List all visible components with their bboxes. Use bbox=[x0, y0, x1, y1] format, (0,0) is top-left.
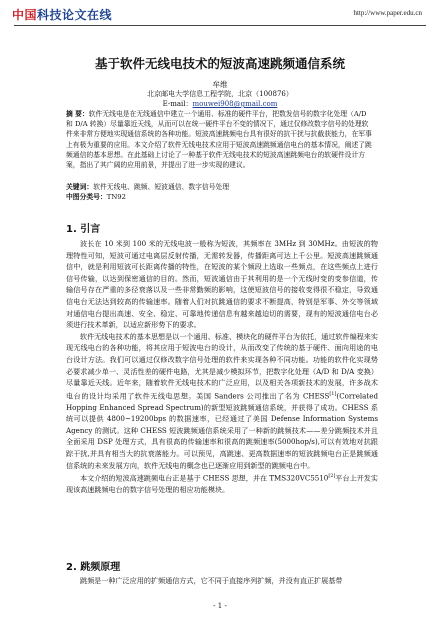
citation-1[interactable]: [1] bbox=[329, 390, 337, 397]
abstract-label: 摘 要： bbox=[66, 110, 89, 118]
abstract-text: 软件无线电是在无线通信中建立一个通用、标准的硬件平台，把数发信号的数字化处理（A/D 和 D/A 转换）尽量靠近天线，从而可以在统一硬件平台不变的情况下，通过仅修改数字信号的处理软件来非常方便地实现通信系统的各种功能。短波高速跳频电台具有很好的抗干扰与抗截获能力，在军事上有极为重要的应用。本文介绍了软件无线电技术应用于短波高速跳频通信电台的基本情况，阐述了跳频通信的基本思想。在此基础上讨论了一种基于软件无线电技术的短波高速跳频电台的软硬件设计方案，指出了其广阔的应用前景，并提出了进一步实现的建议。 bbox=[66, 110, 372, 170]
para-2-text: 软件无线电技术的基本思想是以一个通用、标准、模块化的硬件平台为依托，通过软件编程来实现无线电台的各种功能，将其应用于短波电台的设计，从而改变了传统的基于硬件、面向用途的电台设计方法。我们可以通过仅修改数字信号处理的软件来实现各种不同功能。功能的软件化实现势必要求减少单一、灵活性差的硬件电路，尤其是减少模拟环节，把数字化处理（A/D 和 D/A 变换）尽量靠近天线。近年来，随着软件无线电技术的广泛应用，以及相关各项新技术的发展，许多战术电台的设计均采用了软件无线电思想。美国 Sanders 公司推出了名为 CHESS bbox=[66, 331, 378, 401]
section-1-heading: 1. 引言 bbox=[66, 224, 101, 235]
classification-number bbox=[66, 192, 374, 202]
author-affiliation: 北京邮电大学信息工程学院，北京（100876） bbox=[147, 90, 293, 98]
section-1-para-1: 波长在 10 米到 100 米的无线电波一般称为短波，其频率在 3MHz 到 30MHz。由短波的物理特性可知，短波可通过电离层反射传播，无需转发器，传播距离可达上千公里。短波高速跳频通信中，就是利用短波可长距离传播的特性，在短波的某个频段上选取一些频点，在这些频点上进行信号传输，以达到保密通信的目的。然而，短波通信由于其利用的是一个无线时变的变参信道，传输信号存在严重的多径衰落以及一些非常勤频的影响，这使短波信号的接收变得很不稳定，导致通信电台无法达到较高的传输速率。随着人们对抗跳通信的要求不断提高，特别是军事、外交等领域对通信电台提出高速、安全、稳定、可靠地传递信息有越来越迫切的需要，现有的短波通信电台必须进行技术革新，以适应新形势下的要求。 bbox=[66, 239, 378, 330]
keywords-text: 软件无线电、跳频、短波通信、数字信号处理 bbox=[93, 183, 230, 191]
clc-label: 中图分类号： bbox=[66, 193, 107, 201]
email-link[interactable]: mouwei908@gmail.com bbox=[192, 100, 278, 108]
author-email bbox=[0, 99, 440, 109]
para-3-text: 本文介绍的短波高速跳频电台正是基于 CHESS 思想，并在 TMS320VC5510 bbox=[80, 473, 329, 483]
section-1-para-3 bbox=[66, 471, 378, 496]
header-rule bbox=[14, 25, 426, 26]
para-3-cont: 平台上开发实现该高速跳频电台的数字信号处理的相应功能模块。 bbox=[66, 473, 378, 495]
clc-text: TN92 bbox=[106, 193, 126, 201]
site-url[interactable]: http://www.paper.edu.cn bbox=[353, 9, 422, 17]
logo-text-sci-paper: 科技论文在线 bbox=[37, 8, 113, 22]
paper-title: 基于软件无线电技术的短波高速跳频通信系统 bbox=[94, 56, 345, 71]
section-2-body bbox=[66, 575, 378, 587]
para-2-cont: (Correlated Hopping Enhanced Spread Spectrum)的新型短波跳频通信系统，并获得了成功。CHESS 系统可以提供 4800~19200bps 的数据速率，已经通过了美国 Defense Information Systems Agency 的测试。这种 CHESS 短波跳频通信系统采用了一种新的跳频技术——差分跳频技术并且全面采用 DSP 处理方式，具有很高的传输速率和很高的跳频速率(5000hop/s),可以有效地对抗跟踪干扰,并具有相当大的抗衰落能力。可以预见，高跳速、更高数据速率的短波跳频电台正是跳频通信系统的未来发展方向，软件无线电的概念也已逐渐应用到新型的跳频电台中。 bbox=[66, 391, 378, 470]
section-2-para-1: 跳频是一种广泛应用的扩频通信方式，它不同于直接序列扩频，并没有直正扩展基带 bbox=[80, 576, 343, 585]
section-1-para-2 bbox=[66, 331, 378, 471]
author-name: 牟维 bbox=[212, 80, 228, 89]
site-logo[interactable] bbox=[12, 6, 112, 23]
logo-text-china: 中国 bbox=[12, 8, 38, 22]
page-number: - 1 - bbox=[213, 602, 227, 610]
section-2-heading: 2. 跳频原理 bbox=[66, 562, 121, 573]
abstract bbox=[66, 109, 374, 170]
keywords bbox=[66, 182, 374, 192]
citation-2[interactable]: [2] bbox=[328, 473, 336, 480]
section-1-body bbox=[66, 238, 378, 496]
email-label: E-mail： bbox=[162, 100, 193, 108]
keywords-label: 关键词： bbox=[66, 183, 94, 191]
page-header bbox=[0, 0, 440, 26]
